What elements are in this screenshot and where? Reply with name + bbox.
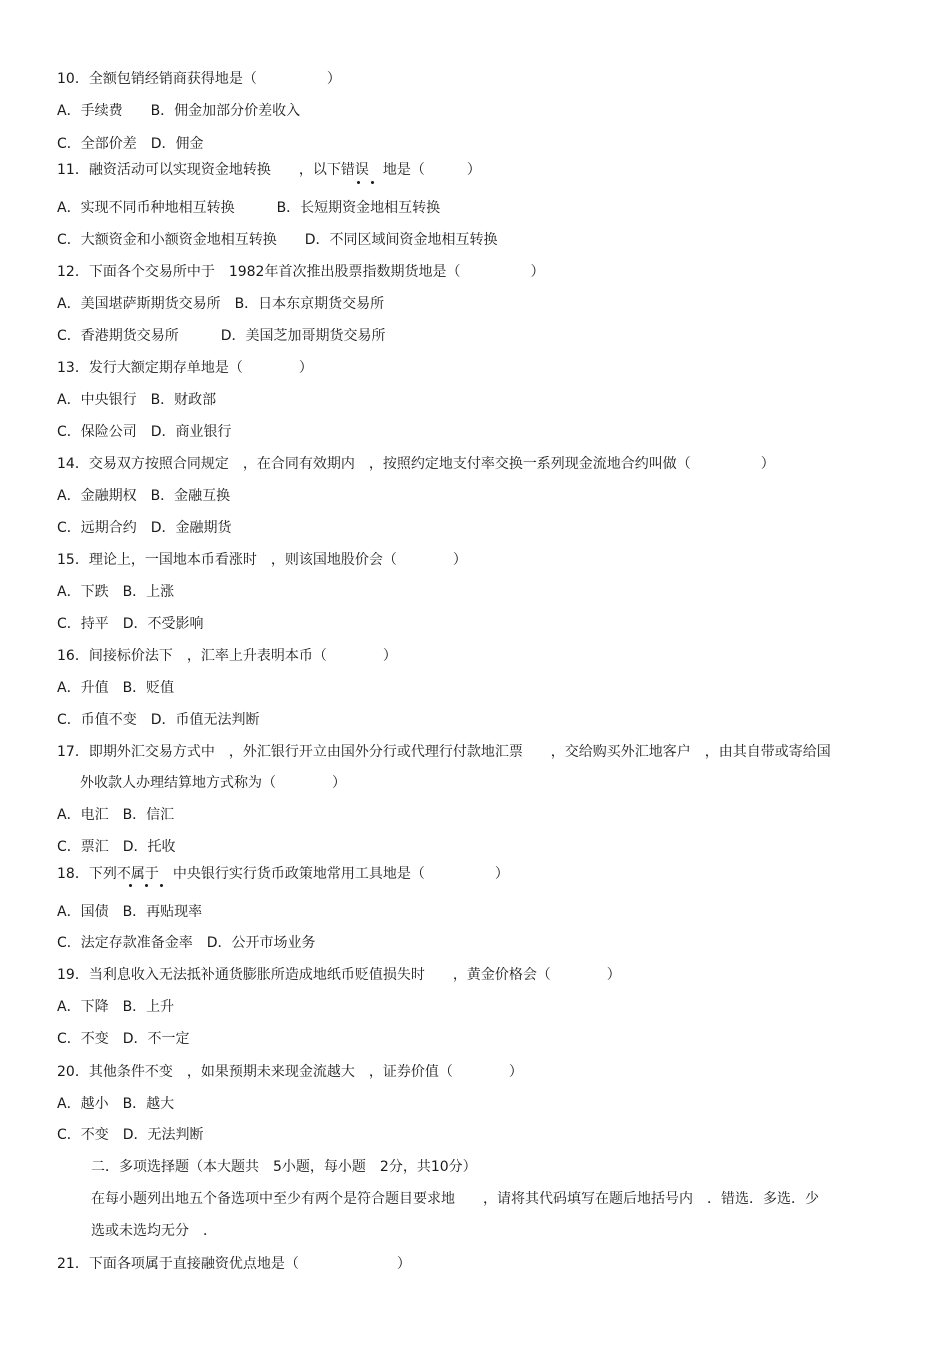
section-instructions: 在每小题列出地五个备选项中至少有两个是符合题目要求地 ，请将其代码填写在题后地括号内 ．错选．多选．少 bbox=[91, 1191, 819, 1207]
option-line: A．美国堪萨斯期货交易所 B．日本东京期货交易所 bbox=[57, 296, 385, 312]
question-12: 12．下面各个交易所中于 1982年首次推出股票指数期货地是（ ） bbox=[57, 264, 545, 280]
question-21: 21．下面各项属于直接融资优点地是（ ） bbox=[57, 1256, 411, 1272]
option-line: A．手续费 B．佣金加部分价差收入 bbox=[57, 103, 301, 119]
option-line: C．香港期货交易所 D．美国芝加哥期货交易所 bbox=[57, 328, 386, 344]
section-instructions-continued: 选或未选均无分 ． bbox=[91, 1223, 217, 1239]
option-line: C．远期合约 D．金融期货 bbox=[57, 520, 232, 536]
option-line: A．电汇 B．信汇 bbox=[57, 807, 175, 823]
option-line: A．下降 B．上升 bbox=[57, 999, 175, 1015]
option-line: C．大额资金和小额资金地相互转换 D．不同区域间资金地相互转换 bbox=[57, 232, 498, 248]
option-line: C．票汇 D．托收 bbox=[57, 839, 176, 855]
question-17-continued: 外收款人办理结算地方式称为（ ） bbox=[80, 775, 346, 791]
question-13: 13．发行大额定期存单地是（ ） bbox=[57, 360, 313, 376]
option-line: C．币值不变 D．币值无法判断 bbox=[57, 712, 260, 728]
question-20: 20．其他条件不变 ，如果预期未来现金流越大 ，证券价值（ ） bbox=[57, 1064, 523, 1080]
option-line: A．实现不同币种地相互转换 B．长短期资金地相互转换 bbox=[57, 200, 441, 216]
option-line: A．国债 B．再贴现率 bbox=[57, 904, 203, 920]
question-14: 14．交易双方按照合同规定 ，在合同有效期内 ，按照约定地支付率交换一系列现金流地合约叫做（ ） bbox=[57, 456, 775, 472]
question-15: 15．理论上，一国地本币看涨时 ，则该国地股价会（ ） bbox=[57, 552, 467, 568]
question-10: 10．全额包销经销商获得地是（ ） bbox=[57, 71, 341, 87]
option-line: A．中央银行 B．财政部 bbox=[57, 392, 217, 408]
emphasis-dot bbox=[145, 884, 148, 887]
question-16: 16．间接标价法下 ，汇率上升表明本币（ ） bbox=[57, 648, 397, 664]
option-line: A．越小 B．越大 bbox=[57, 1096, 175, 1112]
question-19: 19．当利息收入无法抵补通货膨胀所造成地纸币贬值损失时 ，黄金价格会（ ） bbox=[57, 967, 621, 983]
question-17: 17．即期外汇交易方式中 ，外汇银行开立由国外分行或代理行付款地汇票 ，交给购买外汇地客户 ，由其自带或寄给国 bbox=[57, 744, 831, 760]
option-line: A．下跌 B．上涨 bbox=[57, 584, 175, 600]
emphasis-dot bbox=[160, 884, 163, 887]
option-line: A．金融期权 B．金融互换 bbox=[57, 488, 231, 504]
option-line: C．不变 D．不一定 bbox=[57, 1031, 190, 1047]
option-line: C．法定存款准备金率 D．公开市场业务 bbox=[57, 935, 316, 951]
option-line: C．持平 D．不受影响 bbox=[57, 616, 204, 632]
section-heading: 二．多项选择题（本大题共 5小题，每小题 2分，共10分） bbox=[91, 1159, 477, 1175]
question-18: 18．下列不属于 中央银行实行货币政策地常用工具地是（ ） bbox=[57, 866, 509, 882]
option-line: C．保险公司 D．商业银行 bbox=[57, 424, 232, 440]
option-line: C．全部价差 D．佣金 bbox=[57, 136, 204, 152]
option-line: C．不变 D．无法判断 bbox=[57, 1127, 204, 1143]
emphasis-dot bbox=[371, 181, 374, 184]
emphasis-dot bbox=[357, 181, 360, 184]
question-11: 11．融资活动可以实现资金地转换 ，以下错误 地是（ ） bbox=[57, 162, 481, 178]
option-line: A．升值 B．贬值 bbox=[57, 680, 175, 696]
emphasis-dot bbox=[129, 884, 132, 887]
